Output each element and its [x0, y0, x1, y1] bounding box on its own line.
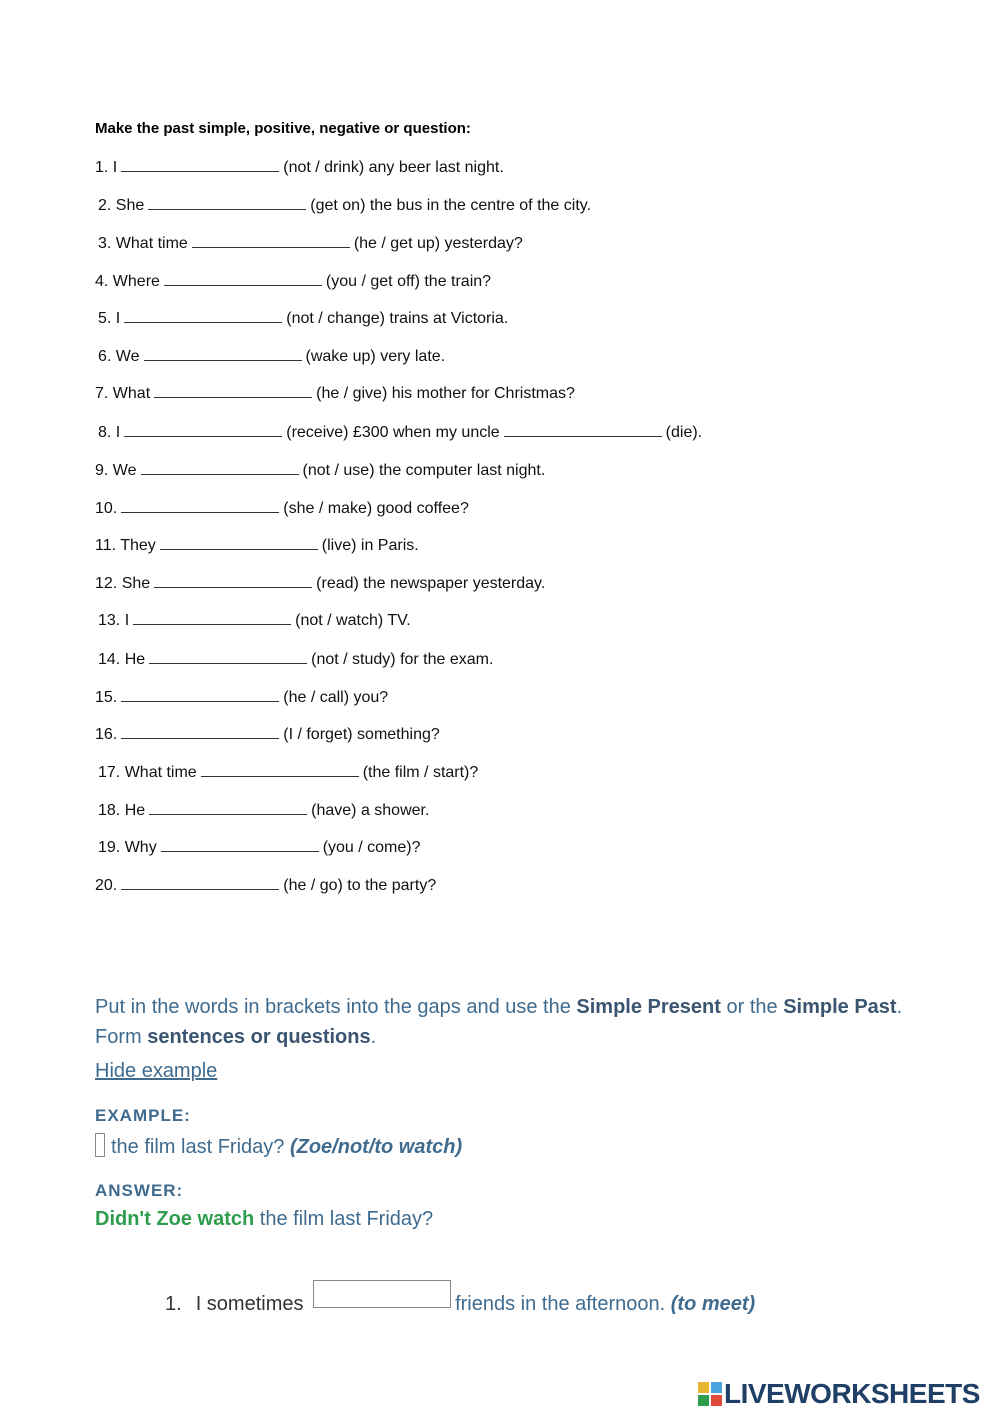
answer-blank[interactable]	[201, 762, 359, 777]
answer-blank[interactable]	[149, 649, 307, 664]
question-prefix: 5. I	[98, 310, 121, 327]
logo-icon	[698, 1382, 722, 1406]
question-1	[95, 157, 504, 177]
question-prompt: (have) a shower.	[311, 802, 430, 819]
answer-blank[interactable]	[133, 610, 291, 625]
question-prompt: (not / change) trains at Victoria.	[286, 310, 509, 327]
answer-blank[interactable]	[141, 460, 299, 475]
question-prompt: (she / make) good coffee?	[283, 500, 469, 517]
question-5	[98, 308, 508, 328]
question-4	[95, 271, 491, 291]
question-6	[98, 346, 445, 366]
answer-blank[interactable]	[154, 383, 312, 398]
question-prefix: 3. What time	[98, 235, 188, 252]
question-prefix: 8. I	[98, 424, 121, 441]
question-prompt: (live) in Paris.	[321, 537, 419, 554]
answer-blank[interactable]	[504, 422, 662, 437]
question-8	[98, 422, 702, 442]
question-15	[95, 687, 388, 707]
question-prefix: 13. I	[98, 612, 130, 629]
question-prefix: 20.	[95, 877, 118, 894]
question-13	[98, 610, 411, 630]
example-gap-box	[95, 1133, 105, 1157]
answer-blank[interactable]	[192, 233, 350, 248]
answer-sentence: Didn't Zoe watch the film last Friday?	[95, 1208, 434, 1230]
question-prompt: (you / come)?	[322, 839, 421, 856]
answer-label: ANSWER:	[95, 1181, 184, 1200]
example-sentence: the film last Friday? (Zoe/not/to watch)	[95, 1133, 462, 1159]
question-prefix: 15.	[95, 689, 118, 706]
liveworksheets-logo	[698, 1378, 980, 1410]
exercise2-item-1	[165, 1280, 755, 1316]
question-prefix: 9. We	[95, 462, 137, 479]
question-prompt: (read) the newspaper yesterday.	[316, 575, 546, 592]
exercise-heading: Make the past simple, positive, negative or question:	[95, 120, 471, 137]
question-prefix: 12. She	[95, 575, 151, 592]
question-3	[98, 233, 523, 253]
answer-blank[interactable]	[121, 157, 279, 172]
answer-blank[interactable]	[144, 346, 302, 361]
question-prompt: (he / call) you?	[283, 689, 389, 706]
question-prefix: 19. Why	[98, 839, 157, 856]
question-prompt: (wake up) very late.	[305, 348, 446, 365]
item-text-after: friends in the afternoon.	[455, 1293, 666, 1315]
question-prefix: 16.	[95, 726, 118, 743]
question-12	[95, 573, 545, 593]
item-text-before: I sometimes	[195, 1293, 304, 1315]
question-prefix: 14. He	[98, 651, 146, 668]
answer-blank[interactable]	[121, 687, 279, 702]
question-9	[95, 460, 545, 480]
instructions: Put in the words in brackets into the gaps and use the Simple Present or the Simple Past. Form sentences or questions.	[95, 996, 903, 1048]
example-label: EXAMPLE:	[95, 1106, 191, 1125]
question-prompt: (not / drink) any beer last night.	[283, 159, 504, 176]
item-number: 1.	[165, 1293, 182, 1315]
question-prompt: (not / use) the computer last night.	[302, 462, 546, 479]
answer-highlight: Didn't Zoe watch	[95, 1208, 255, 1230]
answer-blank[interactable]	[124, 422, 282, 437]
answer-blank[interactable]	[160, 535, 318, 550]
question-prompt-2: (die).	[665, 424, 703, 441]
question-prompt: (not / study) for the exam.	[311, 651, 494, 668]
question-2	[98, 195, 591, 215]
example-hint: (Zoe/not/to watch)	[289, 1136, 463, 1158]
answer-blank[interactable]	[148, 195, 306, 210]
answer-blank[interactable]	[161, 837, 319, 852]
answer-blank[interactable]	[121, 724, 279, 739]
question-prompt: (he / give) his mother for Christmas?	[316, 385, 575, 402]
question-prompt: (receive) £300 when my uncle	[286, 424, 500, 441]
answer-input-1[interactable]	[313, 1280, 451, 1308]
question-prompt: (I / forget) something?	[283, 726, 440, 743]
answer-blank[interactable]	[154, 573, 312, 588]
question-10	[95, 498, 469, 518]
question-prefix: 7. What	[95, 385, 151, 402]
question-17	[98, 762, 478, 782]
question-prompt: (get on) the bus in the centre of the city.	[310, 197, 592, 214]
answer-blank[interactable]	[121, 498, 279, 513]
question-prefix: 1. I	[95, 159, 118, 176]
question-prompt: (he / go) to the party?	[283, 877, 437, 894]
question-19	[98, 837, 421, 857]
question-20	[95, 875, 436, 895]
question-18	[98, 800, 429, 820]
answer-blank[interactable]	[164, 271, 322, 286]
answer-blank[interactable]	[124, 308, 282, 323]
answer-blank[interactable]	[121, 875, 279, 890]
question-prefix: 6. We	[98, 348, 140, 365]
answer-blank[interactable]	[149, 800, 307, 815]
question-prompt: (the film / start)?	[362, 764, 479, 781]
question-prompt: (not / watch) TV.	[295, 612, 411, 629]
question-prefix: 2. She	[98, 197, 145, 214]
question-prefix: 18. He	[98, 802, 146, 819]
question-7	[95, 383, 575, 403]
question-14	[98, 649, 493, 669]
item-hint: (to meet)	[670, 1293, 756, 1315]
logo-text: LIVEWORKSHEETS	[724, 1378, 980, 1409]
question-11	[95, 535, 419, 555]
question-prefix: 4. Where	[95, 273, 160, 290]
question-prefix: 17. What time	[98, 764, 197, 781]
hide-example-link[interactable]: Hide example	[95, 1060, 218, 1082]
question-prompt: (you / get off) the train?	[325, 273, 492, 290]
question-prompt: (he / get up) yesterday?	[353, 235, 523, 252]
question-16	[95, 724, 440, 744]
question-prefix: 11. They	[95, 537, 156, 554]
question-prefix: 10.	[95, 500, 118, 517]
